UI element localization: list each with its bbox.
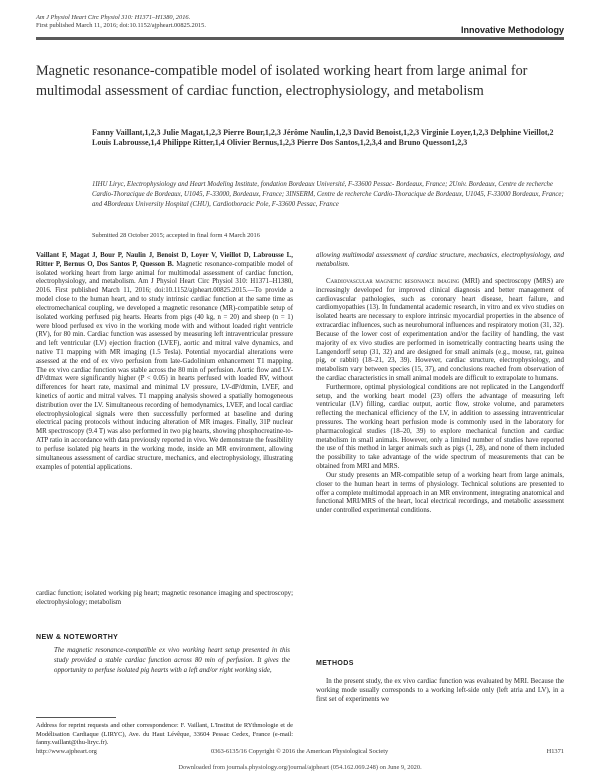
- submission-dates: Submitted 28 October 2015; accepted in final form 4 March 2016: [92, 232, 260, 239]
- intro-lead: Cardiovascular magnetic resonance imaging: [326, 278, 460, 285]
- intro-paragraph-3: Our study presents an MR-compatible setup of a working heart from large animals, closer to the human heart in terms of physiology. Technical solutions are presented to offer a complete multimodal approach in an MR environment, integrating anatomical and functional MRI/MRS of the heart, local electrical recordings, and metabolic assessment under controlled experimental conditions.: [316, 471, 564, 515]
- affiliations: 1IHU Liryc, Electrophysiology and Heart Modeling Institute, fondation Bordeaux Université, F-33600 Pessac- Bordeaux, France; 2Univ. Bordeaux, Centre de recherche Cardio-Thoracique de Bordeaux, U1045, F-33000, Bordeaux, France; 3INSERM, Centre de recherche Cardio-Thoracique de Bordeaux, U1045, F-33000 Bordeaux, France; and 4Bordeaux University Hospital (CHU), Cardiothoracic Pole, F-33600 Pessac, France: [92, 181, 564, 209]
- journal-citation: [36, 14, 336, 30]
- methods-text: In the present study, the ex vivo cardiac function was evaluated by MRI. Because the working mode usually corresponds to a working left-side only (left atria and LV), in a first set of experiments we: [316, 678, 564, 703]
- citation-line-1: Am J Physiol Heart Circ Physiol 310: H1371–H1380, 2016.: [36, 14, 191, 21]
- abstract: [36, 252, 293, 472]
- keywords: cardiac function; isolated working pig heart; magnetic resonance imaging and spectroscopy; electrophysiology; metabolism: [36, 590, 293, 606]
- article-title: Magnetic resonance-compatible model of isolated working heart from large animal for multimodal assessment of cardiac function, electrophysiology, and metabolism: [36, 63, 528, 99]
- new-noteworthy-text: The magnetic resonance-compatible ex vivo working heart setup presented in this study provided a stable cardiac function across 80 min of perfusion. It gives the opportunity to perfuse isolated pig hearts with a left and/or right working side,: [54, 647, 290, 675]
- citation-line-2: First published March 11, 2016; doi:10.1152/ajpheart.00825.2015.: [36, 22, 206, 29]
- new-noteworthy-heading: NEW & NOTEWORTHY: [36, 634, 119, 641]
- author-list: Fanny Vaillant,1,2,3 Julie Magat,1,2,3 Pierre Bour,1,2,3 Jérôme Naulin,1,2,3 David Benoist,1,2,3 Virginie Loyer,1,2,3 Delphine Vieillot,2 Louis Labrousse,1,4 Philippe Ritter,1,4 Olivier Bernus,1,2,3 Pierre Dos Santos,1,2,3,4 and Bruno Quesson1,2,3: [92, 128, 554, 148]
- intro-paragraph-1: (MRI) and spectroscopy (MRS) are increasingly developed for improved clinical diagnosis and better management of cardiovascular pathologies, such as coronary heart disease, heart failure, and cardiomyopathies (13). In fundamental academic research, in vitro and ex vivo studies on isolated hearts are necessary to explore intrinsic myocardial properties in the absence of extracardiac influences, such as neurohumoral influences and respiratory motion (31, 32). Because of the lower cost of experimentation and/or the facility of handling, the vast majority of ex vivo studies are performed in isometrically contracting hearts using the Langendorff setup (31, 32) and are designed for small animals (e.g., mouse, rat, guinea pig, or rabbit) (18–21, 23, 39). However, cardiac structure, electrophysiology, and metabolism vary between species (15, 37), and conclusions reached from observation of the cardiac characteristics in small animal models are difficult to extrapolate to humans.: [316, 278, 564, 382]
- abstract-text: Magnetic resonance-compatible model of isolated working heart from large animal for multimodal assessment of cardiac function, electrophysiology, and metabolism. Am J Physiol Heart Circ Physiol 310: H1371–H1380, 2016. First published March 11, 2016; doi:10.1152/ajpheart.00825.2015.—To provide a model close to the human heart, and to study intrinsic cardiac function at the same time as electromechanical coupling, we developed a magnetic resonance (MR)-compatible setup of isolated working perfused pig hearts. Hearts from pigs (40 kg, n = 20) and sheep (n = 1) were blood perfused ex vivo in the working mode with and without loaded right ventricle (RV), for 80 min. Cardiac function was assessed by measuring left intraventricular pressure and left ventricular (LV) ejection fraction (LVEF), aortic and mitral valve dynamics, and native T1 mapping with MR imaging (1.5 Tesla). Potential myocardial alterations were assessed at the end of ex vivo perfusion from late-Gadolinium enhancement T1 mapping. The ex vivo cardiac function was stable across the 80 min of perfusion. Aortic flow and LV-dP/dtmax were significantly higher (P < 0.05) in hearts perfused with loaded RV, without differences for heart rate, maximal and minimal LV pressure, LV-dP/dtmin, LVEF, and kinetics of aortic and mitral valves. T1 mapping analysis showed a spatially homogeneous distribution over the LV. Simultaneous recording of hemodynamics, LVEF, and local cardiac electrophysiological signals were then successfully performed at baseline and during electrical pacing protocols without inducing alteration of MR images. Finally, 31P nuclear MR spectroscopy (9.4 T) was also performed in two pig hearts, showing phosphocreatine-to-ATP ratio in accordance with data previously reported in vivo. We demonstrate the feasibility to perfuse isolated pig hearts in the working mode, inside an MR environment, allowing simultaneous assessment of cardiac structure, mechanics, and electrophysiology, illustrating examples of potential applications.: [36, 260, 294, 471]
- methods-heading: METHODS: [316, 660, 354, 667]
- intro-paragraph-2: Furthermore, optimal physiological conditions are not replicated in the Langendorff setup, and the working heart model (23) offers the advantage of measuring left ventricular (LV) filling, cardiac output, aortic flow, stroke volume, and parameters reflecting the mechanical efficiency of the LV, in addition to assessing intraventricular pressures. The working heart perfusion mode is commonly used in the laboratory for pharmacological studies (18–20, 39) to explore mechanical function and cardiac metabolism in small animals. However, only a limited number of studies have reported the use of this method in larger animals such as pigs (1, 28), and none of them included the possibility to take advantage of the wide spectrum of measurements that can be obtained from MRI and MRS.: [316, 383, 564, 471]
- abstract-continuation: allowing multimodal assessment of cardiac structure, mechanics, electrophysiology, and metabolism.: [316, 252, 564, 268]
- correspondence-footnote: Address for reprint requests and other correspondence: F. Vaillant, L'Institut de RYthmologie et de Modélisation Cardiaque (LIRYC), Ave. du Haut Lévêque, 33604 Pessac Cedex, France (e-mail: fanny.vaillant@ihu-liryc.fr).: [36, 722, 293, 747]
- copyright-notice: 0363-6135/16 Copyright © 2016 the American Physiological Society: [211, 748, 389, 755]
- header-rule: [36, 37, 564, 40]
- intro-paragraph: [316, 278, 564, 384]
- footnote-rule: [36, 717, 116, 718]
- introduction: [316, 278, 564, 516]
- abstract-authors: Vaillant F, Magat J, Bour P, Naulin J, Benoist D, Loyer V, Vieillot D, Labrousse L, Ritter P, Bernus O, Dos Santos P, Quesson B.: [36, 252, 293, 268]
- download-notice: Downloaded from journals.physiology.org/journal/ajpheart (054.162.069.248) on June 9, 2020.: [178, 764, 422, 771]
- journal-website-link[interactable]: http://www.ajpheart.org: [36, 748, 97, 755]
- page-number: H1371: [546, 748, 564, 755]
- section-label: Innovative Methodology: [460, 25, 564, 35]
